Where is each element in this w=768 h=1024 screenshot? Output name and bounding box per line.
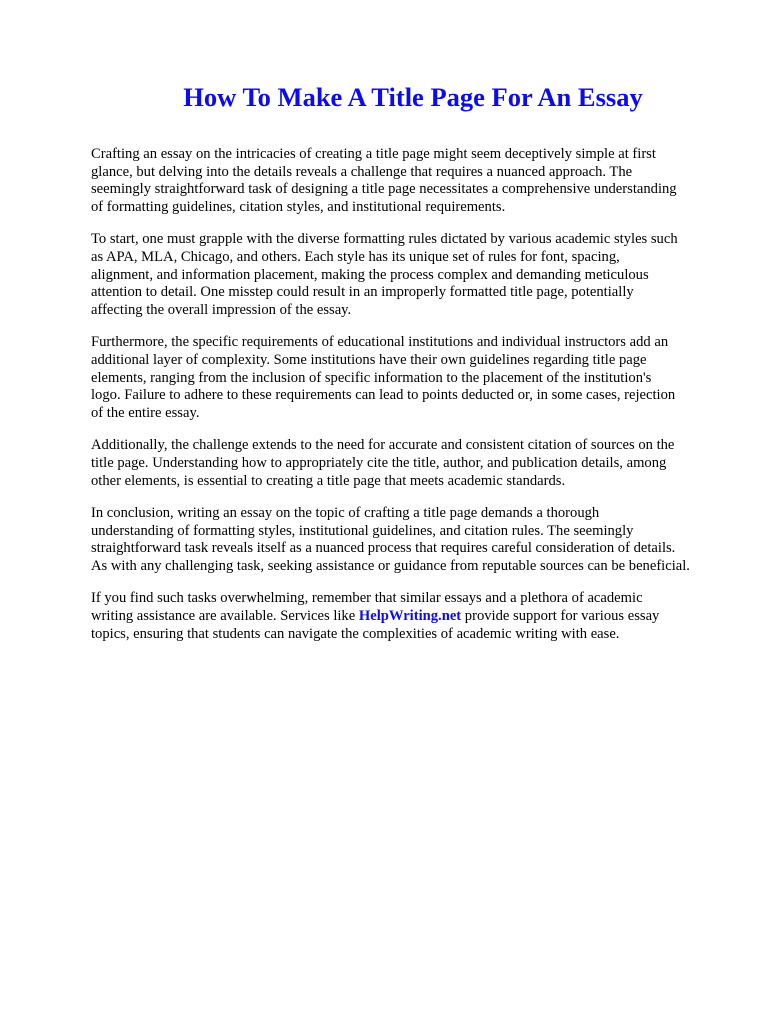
text-line: as APA, MLA, Chicago, and others. Each style has its unique set of rules for font, spacing, bbox=[91, 248, 620, 265]
document-title: How To Make A Title Page For An Essay bbox=[183, 82, 643, 112]
paragraph-citation bbox=[91, 437, 741, 490]
text-line: Additionally, the challenge extends to the need for accurate and consistent citation of sources on the bbox=[91, 437, 675, 454]
text-line: alignment, and information placement, making the process complex and demanding meticulous bbox=[91, 266, 649, 283]
text-line: straightforward task reveals itself as a nuanced process that requires careful consideration of details. bbox=[91, 540, 676, 557]
text-line: glance, but delving into the details reveals a challenge that requires a nuanced approach. The bbox=[91, 163, 633, 180]
text-line: of formatting guidelines, citation styles, and institutional requirements. bbox=[91, 198, 506, 215]
paragraph-conclusion bbox=[91, 505, 741, 575]
text-line: of the entire essay. bbox=[91, 404, 200, 421]
text-line: logo. Failure to adhere to these requirements can lead to points deducted or, in some cases, rejection bbox=[91, 387, 676, 404]
text-line: elements, ranging from the inclusion of specific information to the placement of the institution's bbox=[91, 369, 652, 386]
text-line: In conclusion, writing an essay on the topic of crafting a title page demands a thorough bbox=[91, 505, 600, 522]
document-body bbox=[91, 146, 741, 658]
paragraph-institution-requirements bbox=[91, 334, 741, 422]
text-line: Furthermore, the specific requirements of educational institutions and individual instructors add an bbox=[91, 334, 669, 351]
text-line: affecting the overall impression of the essay. bbox=[91, 301, 352, 318]
helpwriting-link[interactable]: HelpWriting.net bbox=[358, 608, 462, 625]
text-line: other elements, is essential to creating a title page that meets academic standards. bbox=[91, 472, 566, 489]
text-fragment: provide support for various essay bbox=[461, 608, 660, 625]
text-fragment: writing assistance are available. Services like bbox=[91, 608, 359, 625]
text-line: topics, ensuring that students can navigate the complexities of academic writing with ease. bbox=[91, 625, 620, 642]
paragraph-intro bbox=[91, 146, 741, 216]
text-line: As with any challenging task, seeking assistance or guidance from reputable sources can be beneficial. bbox=[91, 557, 690, 574]
text-line: If you find such tasks overwhelming, remember that similar essays and a plethora of academic bbox=[91, 590, 643, 607]
text-line: attention to detail. One misstep could result in an improperly formatted title page, potentially bbox=[91, 284, 634, 301]
text-line: seemingly straightforward task of designing a title page necessitates a comprehensive understanding bbox=[91, 181, 677, 198]
paragraph-services bbox=[91, 590, 741, 643]
text-line-with-link bbox=[91, 608, 741, 626]
paragraph-formatting-rules bbox=[91, 231, 741, 319]
text-line: understanding of formatting styles, institutional guidelines, and citation rules. The seemingly bbox=[91, 522, 634, 539]
text-line: Crafting an essay on the intricacies of creating a title page might seem deceptively simple at first bbox=[91, 146, 656, 162]
text-line: title page. Understanding how to appropriately cite the title, author, and publication details, among bbox=[91, 454, 667, 471]
text-line: additional layer of complexity. Some institutions have their own guidelines regarding title page bbox=[91, 351, 647, 368]
text-line: To start, one must grapple with the diverse formatting rules dictated by various academic styles such bbox=[91, 231, 678, 248]
